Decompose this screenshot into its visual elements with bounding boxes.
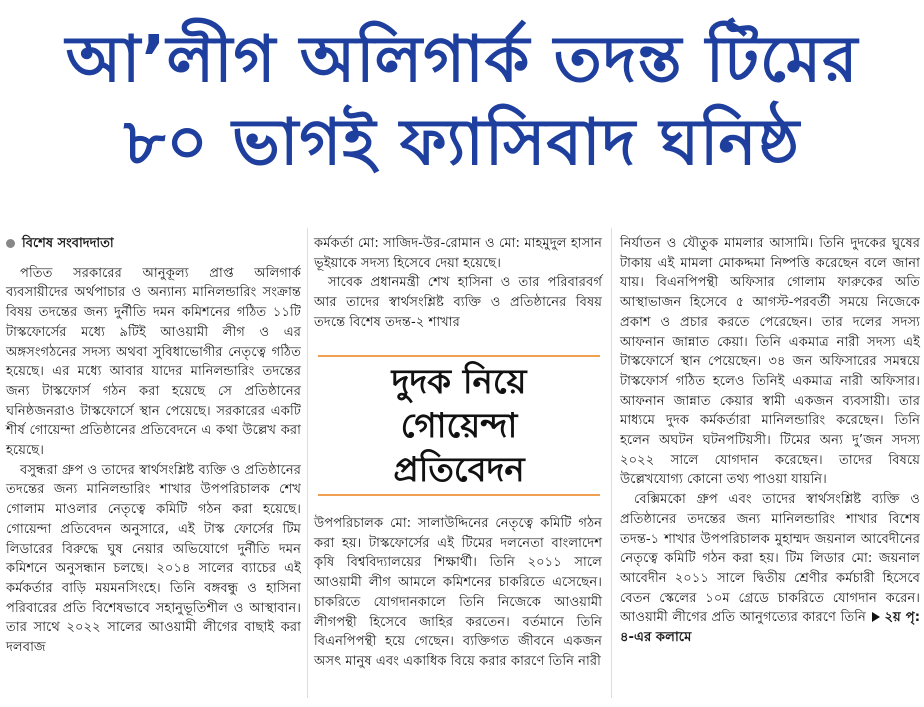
byline-text: বিশেষ সংবাদদাতা: [22, 236, 114, 251]
subheading-line: গোয়েন্দা: [400, 405, 518, 446]
byline: [6, 234, 301, 254]
column-divider: [307, 228, 308, 698]
article-column-3: [620, 234, 920, 648]
continuation-text: ২য় পৃ: ৪-এর কলামে: [620, 610, 920, 646]
article-column-1: [6, 234, 301, 658]
headline-line-2: ৮০ ভাগই ফ্যাসিবাদ ঘনিষ্ঠ: [123, 106, 801, 180]
headline-line-1: আ’লীগ অলিগার্ক তদন্ত টিমের: [65, 23, 859, 97]
subheading-box: [318, 355, 600, 496]
article-column-2: [314, 234, 602, 333]
paragraph: পতিত সরকারের আনুকূল্য প্রাপ্ত অলিগার্ক ব্যবসায়ীদের অর্থপাচার ও অন্যান্য মানিলন্ডারিং সংক্রান্ত বিষয় তদন্তের জন্য দুর্নীতি দমন কমিশনের গঠিত ১১টি টাস্কফোর্সের মধ্যে ৯টিই আওয়ামী লীগ ও এর অঙ্গসংগঠনের সদস্য অথবা সুবিধাভোগীর নেতৃত্বে গঠিত হয়েছে। এর মধ্যে আবার যাদের মানিলন্ডারিং তদন্তের জন্য টাস্কফোর্স গঠন করা হয়েছে সে প্রতিষ্ঠানের ঘনিষ্ঠজনরাও টাস্কফোর্সে স্থান পেয়েছে। সরকারের একটি শীর্ষ গোয়েন্দা প্রতিষ্ঠানের প্রতিবেদনে এ কথা উল্লেখ করা হয়েছে।: [6, 265, 301, 459]
subheading-line: দুদক নিয়ে: [391, 361, 527, 402]
paragraph: কর্মকর্তা মো: সাজিদ-উর-রোমান ও মো: মাহমুদুল হাসান ভূইয়াকে সদস্য হিসেবে দেয়া হয়েছে।: [314, 236, 602, 271]
paragraph: বসুন্ধরা গ্রুপ ও তাদের স্বার্থসংশ্লিষ্ট ব্যক্তি ও প্রতিষ্ঠানের তদন্তের জন্য মানিলন্ডারিং শাখার উপপরিচালক শেখ গোলাম মাওলার নেতৃত্বে কমিটি গঠন করা হয়েছে। গোয়েন্দা প্রতিবেদন অনুসারে, এই টাস্ক ফোর্সের টিম লিডারের বিরুদ্ধে ঘুষ নেয়ার অভিযোগে দুর্নীতি দমন কমিশনে অনুসন্ধান চলছে। ২০১৪ সালের ব্যাচের এই কর্মকর্তার বাড়ি ময়মনসিংহে। তিনি বঙ্গবন্ধু ও হাসিনা পরিবারের প্রতি বিশেষভাবে সহানুভূতিশীল ও আস্থাবান। তার সাথে ২০২২ সালের আওয়ামী লীগের বাছাই করা দলবাজ: [6, 462, 301, 656]
arrow-right-icon: [872, 612, 880, 622]
paragraph: সাবেক প্রধানমন্ত্রী শেখ হাসিনা ও তার পরিবারবর্গ আর তাদের স্বার্থসংশ্লিষ্ট ব্যক্তি ও প্রতিষ্ঠানের বিষয় তদন্তে বিশেষ তদন্ত-২ শাখার: [314, 275, 602, 330]
article-column-2-continued: [314, 514, 602, 672]
paragraph-text: বেক্সিমকো গ্রুপ এবং তাদের স্বার্থসংশ্লিষ্ট ব্যক্তি ও প্রতিষ্ঠানের তদন্তের জন্য মানিলন্ডারিং শাখার বিশেষ তদন্ত-১ শাখার উপপরিচালক মুহাম্মদ জয়নাল আবেদীনের নেতৃত্বে কমিটি গঠন করা হয়। টিম লিডার মো: জয়নাল আবেদীন ২০১১ সালে দ্বিতীয় শ্রেণীর কর্মচারী হিসেবে বেতন স্কেলের ১০ম গ্রেডে চাকরিতে যোগদান করেন। আওয়ামী লীগের প্রতি আনুগত্যের কারণে তিনি: [620, 492, 920, 626]
paragraph: [620, 490, 920, 648]
column-divider: [611, 228, 612, 698]
subheading-line: প্রতিবেদন: [393, 449, 525, 490]
paragraph: নির্যাতন ও যৌতুক মামলার আসামি। তিনি দুদকের ঘুষের টাকায় এই মামলা মোকদ্দমা নিষ্পত্তি করেছেন বলে জানা যায়। বিএনপিপন্থী অফিসার গোলাম ফারুকের অতি আস্থাভাজন হিসেবে ৫ আগস্ট-পরবর্তী সময়ে নিজেকে প্রকাশ ও প্রচার করতে পেরেছেন। তার দলের সদস্য আফনান জান্নাত কেয়া। তিনি একমাত্র নারী সদস্য এই টাস্কফোর্সে স্থান পেয়েছেন। ৩৪ জন অফিসারের সমন্বয়ে টাস্কফোর্স গঠিত হলেও তিনিই একমাত্র নারী অফিসার। আফনান জান্নাত কেয়ার স্বামী একজন ব্যবসায়ী। তার মাধ্যমে দুদক কর্মকর্তারা মানিলন্ডারিং করেছেন। তিনি হলেন অঘটন ঘটনপটিয়সী। টিমের অন্য দু’জন সদস্য ২০২২ সালে যোগদান করেছেন। তাদের বিষয়ে উল্লেখযোগ্য কোনো তথ্য পাওয়া যায়নি।: [620, 236, 920, 488]
bullet-icon: [6, 239, 15, 248]
headline: [0, 20, 924, 186]
paragraph: উপপরিচালক মো: সালাউদ্দিনের নেতৃত্বে কমিটি গঠন করা হয়। টাস্কফোর্সের এই টিমের দলনেতা বাংলাদেশ কৃষি বিশ্ববিদ্যালয়ের শিক্ষার্থী। তিনি ২০১১ সালে আওয়ামী লীগ আমলে কমিশনের চাকরিতে এসেছেন। চাকরিতে যোগদানকালে তিনি নিজেকে আওয়ামী লীগপন্থী হিসেবে জাহির করতেন। বর্তমানে তিনি বিএনপিপন্থী হয়ে গেছেন। ব্যক্তিগত জীবনে একজন অসৎ মানুষ এবং একাধিক বিয়ে করার কারণে তিনি নারী: [314, 516, 602, 669]
